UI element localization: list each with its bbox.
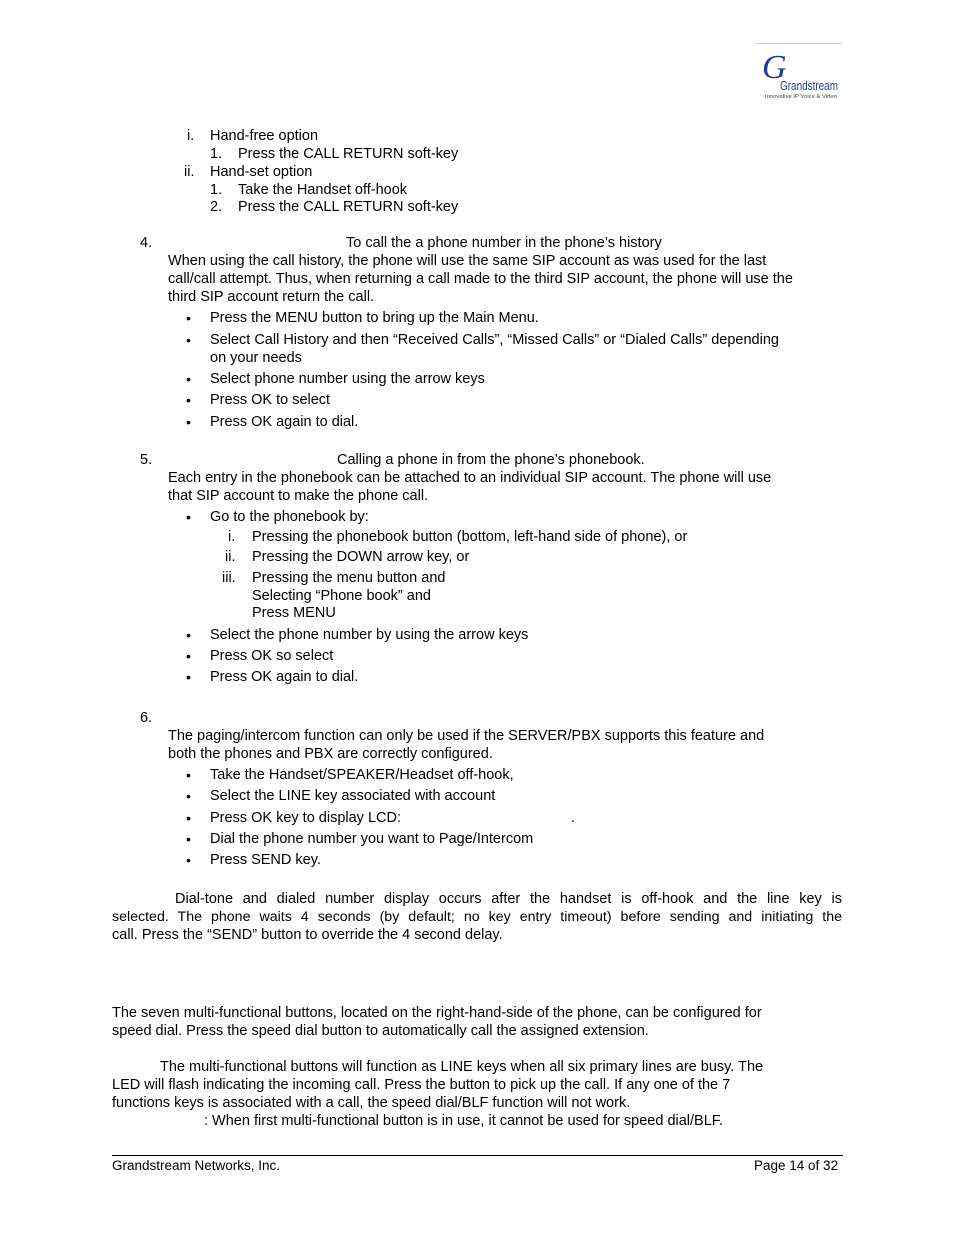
svg-text:G: G — [762, 49, 787, 86]
bullet-icon: • — [186, 310, 191, 326]
list-item: Press the CALL RETURN soft-key — [238, 146, 459, 162]
footer-company: Grandstream Networks, Inc. — [112, 1158, 281, 1173]
list-item: Select Call History and then “Received Calls”, “Missed Calls” or “Dialed Calls” depending — [210, 332, 779, 348]
bullet-icon: • — [186, 767, 191, 783]
list-item: Select the LINE key associated with account — [210, 788, 496, 804]
section-number: 5. — [140, 452, 153, 468]
list-item: Pressing the menu button and — [252, 570, 446, 586]
list-item: Pressing the phonebook button (bottom, left-hand side of phone), or — [252, 529, 688, 545]
list-item: Press OK to select — [210, 392, 331, 408]
list-item: Pressing the DOWN arrow key, or — [252, 549, 470, 565]
list-item: Select phone number using the arrow keys — [210, 371, 485, 387]
list-item: Press the CALL RETURN soft-key — [238, 199, 459, 215]
hand-set-option: Hand-set option — [210, 164, 313, 180]
svg-text:Grandstream: Grandstream — [780, 78, 838, 93]
section-number: 6. — [140, 710, 153, 726]
paragraph-line: The paging/intercom function can only be used if the SERVER/PBX supports this feature and — [168, 728, 765, 744]
list-item: Press OK again to dial. — [210, 669, 359, 685]
paragraph-line: : When first multi-functional button is in use, it cannot be used for speed dial/BLF. — [204, 1113, 724, 1129]
list-marker: 2. — [210, 199, 223, 215]
paragraph-line: Each entry in the phonebook can be attached to an individual SIP account. The phone will use — [168, 470, 772, 486]
list-marker: 1. — [210, 182, 223, 198]
list-marker: ii. — [184, 164, 195, 180]
list-item: Take the Handset/SPEAKER/Headset off-hook, — [210, 767, 514, 783]
bullet-icon: • — [186, 852, 191, 868]
paragraph-line: functions keys is associated with a call, the speed dial/BLF function will not work. — [112, 1095, 631, 1111]
list-marker: i. — [187, 128, 195, 144]
list-item: Press the MENU button to bring up the Main Menu. — [210, 310, 539, 326]
list-marker: iii. — [222, 570, 236, 586]
note-line: selected. The phone waits 4 seconds (by default; no key entry timeout) before sending and initiating the — [112, 909, 842, 925]
paragraph-line: When using the call history, the phone will use the same SIP account as was used for the last — [168, 253, 767, 269]
paragraph-line: speed dial. Press the speed dial button to automatically call the assigned extension. — [112, 1023, 649, 1039]
paragraph-line: third SIP account return the call. — [168, 289, 375, 305]
footer-rule — [112, 1155, 843, 1156]
list-marker: ii. — [225, 549, 236, 565]
list-item: Press SEND key. — [210, 852, 321, 868]
list-item: on your needs — [210, 350, 302, 366]
section-title: Calling a phone in from the phone’s phonebook. — [337, 452, 645, 468]
bullet-icon: • — [186, 831, 191, 847]
bullet-icon: • — [186, 788, 191, 804]
list-item: Press OK again to dial. — [210, 414, 359, 430]
svg-text:Innovative IP Voice & Video: Innovative IP Voice & Video — [765, 94, 837, 100]
list-item: Selecting “Phone book” and — [252, 588, 431, 604]
paragraph-line: that SIP account to make the phone call. — [168, 488, 429, 504]
list-item: Go to the phonebook by: — [210, 509, 369, 525]
section-title: To call the a phone number in the phone’s history — [346, 235, 662, 251]
list-item: Press MENU — [252, 605, 336, 621]
list-item: Press OK so select — [210, 648, 334, 664]
list-item: Take the Handset off-hook — [238, 182, 408, 198]
bullet-icon: • — [186, 648, 191, 664]
section-number: 4. — [140, 235, 153, 251]
bullet-icon: • — [186, 371, 191, 387]
bullet-icon: • — [186, 414, 191, 430]
hand-free-option: Hand-free option — [210, 128, 319, 144]
bullet-icon: • — [186, 392, 191, 408]
bullet-icon: • — [186, 669, 191, 685]
list-item: Dial the phone number you want to Page/Intercom — [210, 831, 534, 847]
paragraph-line: call/call attempt. Thus, when returning a call made to the third SIP account, the phone will use the — [168, 271, 793, 287]
list-marker: 1. — [210, 146, 223, 162]
bullet-icon: • — [186, 509, 191, 525]
list-marker: i. — [228, 529, 236, 545]
list-item: Press OK key to display LCD: — [210, 810, 401, 826]
list-item: Select the phone number by using the arrow keys — [210, 627, 529, 643]
footer-page-number: Page 14 of 32 — [754, 1158, 839, 1173]
paragraph-line: The multi-functional buttons will function as LINE keys when all six primary lines are busy. The — [160, 1059, 764, 1075]
logo-icon — [756, 44, 842, 100]
paragraph-line: LED will flash indicating the incoming call. Press the button to pick up the call. If any one of the 7 — [112, 1077, 731, 1093]
paragraph-line: The seven multi-functional buttons, located on the right-hand-side of the phone, can be configured for — [112, 1005, 762, 1021]
bullet-icon: • — [186, 332, 191, 348]
bullet-icon: • — [186, 627, 191, 643]
list-item-tail: . — [571, 810, 576, 826]
bullet-icon: • — [186, 810, 191, 826]
grandstream-logo — [756, 44, 842, 100]
paragraph-line: both the phones and PBX are correctly configured. — [168, 746, 493, 762]
note-line: call. Press the “SEND” button to override the 4 second delay. — [112, 927, 503, 943]
note-line: Dial-tone and dialed number display occurs after the handset is off-hook and the line key is — [175, 891, 842, 907]
